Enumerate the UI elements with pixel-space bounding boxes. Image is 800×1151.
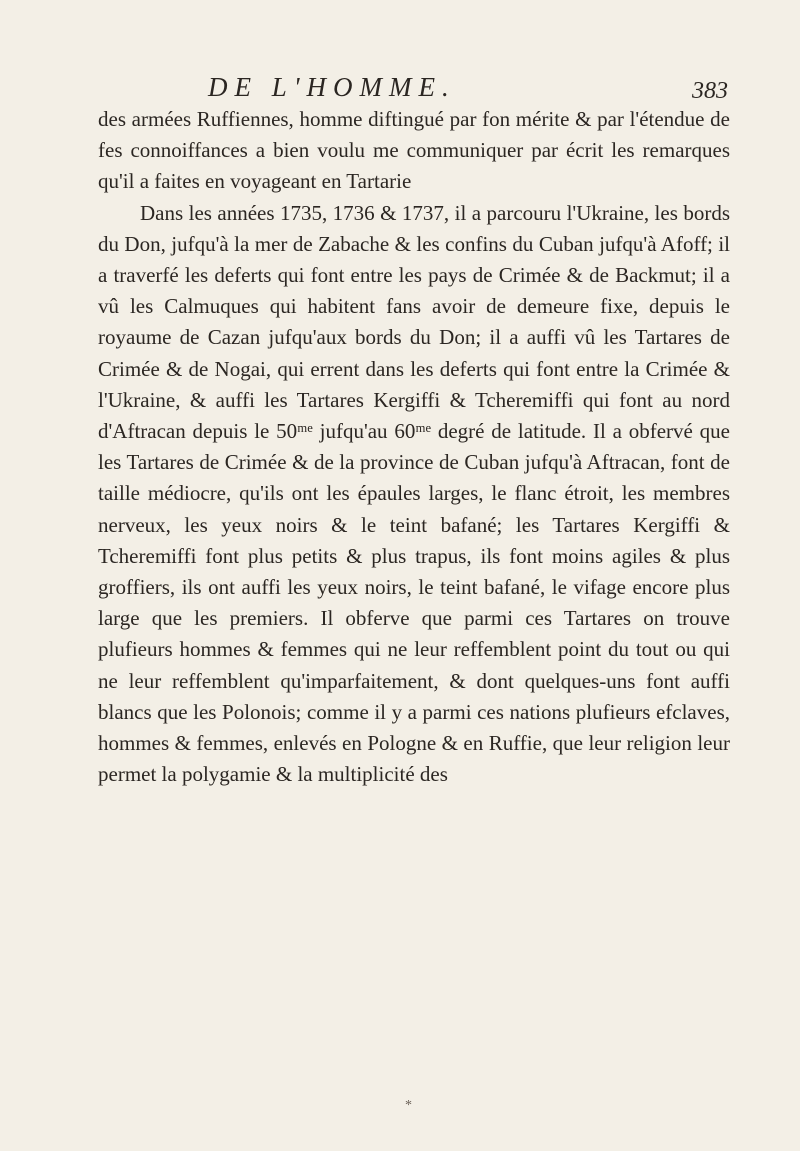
footer-ornament: * <box>405 1098 412 1113</box>
running-title: DE L'HOMME. <box>208 72 456 102</box>
paragraph-continuation: des armées Ruffiennes, homme diftingué par fon mérite & par l'étendue de fes connoiffances a bien voulu me communiquer par écrit les remarques qu'il a faites en voyageant en Tartarie <box>98 107 730 194</box>
body-text <box>98 104 730 790</box>
paragraph: Dans les années 1735, 1736 & 1737, il a parcouru l'Ukraine, les bords du Don, jufqu'à la mer de Zabache & les confins du Cuban jufqu'à Afoff; il a traverfé les deferts qui font entre les pays de Crimée & de Backmut; il a vû les Calmuques qui habitent fans avoir de demeure fixe, depuis le royaume de Cazan jufqu'aux bords du Don; il a auffi vû les Tartares de Crimée & de Nogai, qui errent dans les deferts qui font entre la Crimée & l'Ukraine, & auffi les Tartares Kergiffi & Tcheremiffi qui font au nord d'Aftracan depuis le 50ᵐᵉ jufqu'au 60ᵐᵉ degré de latitude. Il a obfervé que les Tartares de Crimée & de la province de Cuban jufqu'à Aftracan, font de taille médiocre, qu'ils ont les épaules larges, le flanc étroit, les membres nerveux, les yeux noirs & le teint bafané; les Tartares Kergiffi & Tcheremiffi font plus petits & plus trapus, ils font moins agiles & plus groffiers, ils ont auffi les yeux noirs, le teint bafané, le vifage encore plus large que les premiers. Il obferve que parmi ces Tartares on trouve plufieurs hommes & femmes qui ne leur reffemblent point du tout ou qui ne leur reffemblent qu'imparfaitement, & dont quelques-uns font auffi blancs que les Polonois; comme il y a parmi ces nations plufieurs efclaves, hommes & femmes, enlevés en Pologne & en Ruffie, que leur religion leur permet la polygamie & la multiplicité des <box>98 200 730 787</box>
page-number: 383 <box>692 78 728 104</box>
